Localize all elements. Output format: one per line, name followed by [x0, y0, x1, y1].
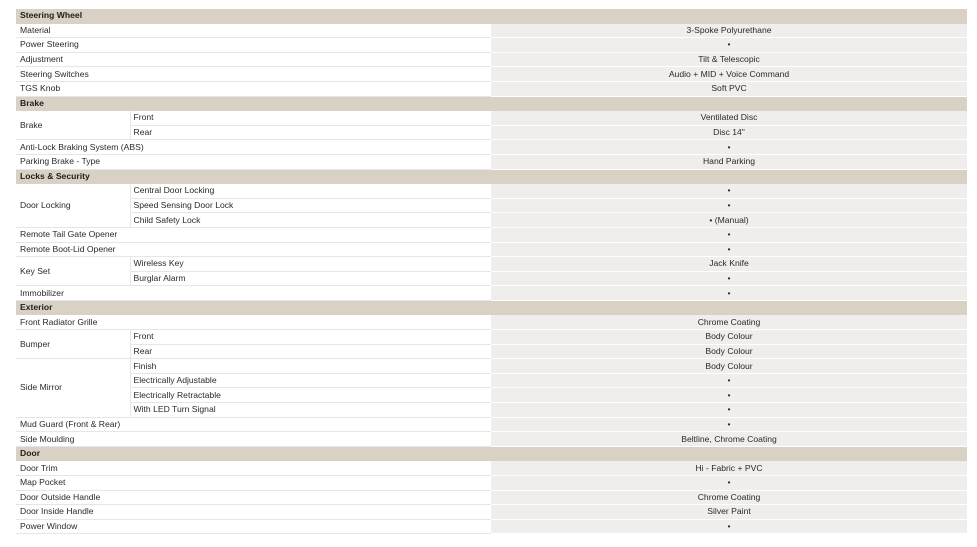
- spec-row-side-moulding: [16, 432, 967, 447]
- spec-label: Parking Brake - Type: [16, 154, 491, 169]
- spec-sub-label: Wireless Key: [130, 257, 491, 272]
- spec-value: Body Colour: [491, 344, 967, 359]
- spec-value: • (Manual): [491, 213, 967, 228]
- spec-value: •: [491, 403, 967, 418]
- section-title: Locks & Security: [16, 169, 967, 184]
- spec-value: •: [491, 271, 967, 286]
- spec-sub-label: Speed Sensing Door Lock: [130, 198, 491, 213]
- spec-value: •: [491, 242, 967, 257]
- spec-row-side-mirror-with-led-turn-signal: [16, 403, 967, 418]
- spec-sub-label: Central Door Locking: [130, 184, 491, 199]
- spec-value: •: [491, 198, 967, 213]
- spec-row-door-locking-central-door-locking: [16, 184, 967, 199]
- spec-table: [16, 9, 967, 534]
- spec-row-map-pocket: [16, 476, 967, 491]
- spec-row-front-radiator-grille: [16, 315, 967, 330]
- spec-row-adjustment: [16, 52, 967, 67]
- spec-row-power-steering: [16, 38, 967, 53]
- spec-value: Soft PVC: [491, 81, 967, 96]
- spec-value: Hi - Fabric + PVC: [491, 461, 967, 476]
- spec-value: Beltline, Chrome Coating: [491, 432, 967, 447]
- spec-row-anti-lock-braking-system-abs: [16, 140, 967, 155]
- spec-row-tgs-knob: [16, 81, 967, 96]
- spec-row-key-set-wireless-key: [16, 257, 967, 272]
- spec-sub-label: With LED Turn Signal: [130, 403, 491, 418]
- spec-row-door-trim: [16, 461, 967, 476]
- section-header-locks-security: [16, 169, 967, 184]
- spec-row-door-outside-handle: [16, 490, 967, 505]
- spec-row-side-mirror-electrically-adjustable: [16, 373, 967, 388]
- spec-value: •: [491, 388, 967, 403]
- spec-label: Door Trim: [16, 461, 491, 476]
- spec-sub-label: Front: [130, 111, 491, 126]
- spec-label: Mud Guard (Front & Rear): [16, 417, 491, 432]
- spec-value: •: [491, 140, 967, 155]
- spec-value: •: [491, 227, 967, 242]
- spec-value: Silver Paint: [491, 505, 967, 520]
- spec-sub-label: Rear: [130, 125, 491, 140]
- spec-sub-label: Finish: [130, 359, 491, 374]
- spec-row-steering-switches: [16, 67, 967, 82]
- spec-label: Anti-Lock Braking System (ABS): [16, 140, 491, 155]
- spec-row-door-locking-speed-sensing-door-lock: [16, 198, 967, 213]
- spec-value: •: [491, 38, 967, 53]
- spec-sub-label: Child Safety Lock: [130, 213, 491, 228]
- spec-row-brake-front: [16, 111, 967, 126]
- spec-value: Disc 14": [491, 125, 967, 140]
- spec-group-label: Key Set: [16, 257, 130, 286]
- spec-label: Power Window: [16, 519, 491, 534]
- spec-group-label: Brake: [16, 111, 130, 140]
- spec-value: Tilt & Telescopic: [491, 52, 967, 67]
- spec-value: Jack Knife: [491, 257, 967, 272]
- spec-row-parking-brake-type: [16, 154, 967, 169]
- spec-label: Door Inside Handle: [16, 505, 491, 520]
- spec-label: TGS Knob: [16, 81, 491, 96]
- spec-row-remote-boot-lid-opener: [16, 242, 967, 257]
- spec-group-label: Door Locking: [16, 184, 130, 228]
- spec-value: 3-Spoke Polyurethane: [491, 23, 967, 38]
- spec-value: Chrome Coating: [491, 490, 967, 505]
- spec-row-key-set-burglar-alarm: [16, 271, 967, 286]
- spec-label: Immobilizer: [16, 286, 491, 301]
- spec-value: •: [491, 184, 967, 199]
- section-title: Steering Wheel: [16, 9, 967, 23]
- spec-label: Power Steering: [16, 38, 491, 53]
- spec-label: Front Radiator Grille: [16, 315, 491, 330]
- spec-row-bumper-front: [16, 330, 967, 345]
- spec-row-door-locking-child-safety-lock: [16, 213, 967, 228]
- spec-sub-label: Burglar Alarm: [130, 271, 491, 286]
- spec-label: Side Moulding: [16, 432, 491, 447]
- spec-label: Remote Boot-Lid Opener: [16, 242, 491, 257]
- spec-sub-label: Rear: [130, 344, 491, 359]
- spec-label: Remote Tail Gate Opener: [16, 227, 491, 242]
- spec-label: Door Outside Handle: [16, 490, 491, 505]
- spec-value: Chrome Coating: [491, 315, 967, 330]
- section-header-exterior: [16, 300, 967, 315]
- spec-row-material: [16, 23, 967, 38]
- section-title: Exterior: [16, 300, 967, 315]
- spec-row-power-window: [16, 519, 967, 534]
- spec-value: •: [491, 373, 967, 388]
- spec-row-immobilizer: [16, 286, 967, 301]
- spec-row-side-mirror-finish: [16, 359, 967, 374]
- spec-value: •: [491, 417, 967, 432]
- spec-value: Audio + MID + Voice Command: [491, 67, 967, 82]
- section-title: Brake: [16, 96, 967, 111]
- spec-value: Body Colour: [491, 359, 967, 374]
- spec-value: •: [491, 286, 967, 301]
- spec-sub-label: Electrically Adjustable: [130, 373, 491, 388]
- spec-label: Adjustment: [16, 52, 491, 67]
- spec-group-label: Bumper: [16, 330, 130, 359]
- spec-value: Body Colour: [491, 330, 967, 345]
- spec-sub-label: Electrically Retractable: [130, 388, 491, 403]
- section-header-brake: [16, 96, 967, 111]
- spec-row-mud-guard-front-rear: [16, 417, 967, 432]
- spec-row-remote-tail-gate-opener: [16, 227, 967, 242]
- spec-value: Ventilated Disc: [491, 111, 967, 126]
- spec-row-door-inside-handle: [16, 505, 967, 520]
- spec-value: Hand Parking: [491, 154, 967, 169]
- section-title: Door: [16, 446, 967, 461]
- spec-sub-label: Front: [130, 330, 491, 345]
- spec-label: Steering Switches: [16, 67, 491, 82]
- section-header-door: [16, 446, 967, 461]
- spec-row-brake-rear: [16, 125, 967, 140]
- section-header-steering-wheel: [16, 9, 967, 23]
- spec-label: Map Pocket: [16, 476, 491, 491]
- spec-table-body: [16, 9, 967, 534]
- spec-row-bumper-rear: [16, 344, 967, 359]
- spec-group-label: Side Mirror: [16, 359, 130, 417]
- spec-label: Material: [16, 23, 491, 38]
- spec-value: •: [491, 476, 967, 491]
- spec-row-side-mirror-electrically-retractable: [16, 388, 967, 403]
- spec-value: •: [491, 519, 967, 534]
